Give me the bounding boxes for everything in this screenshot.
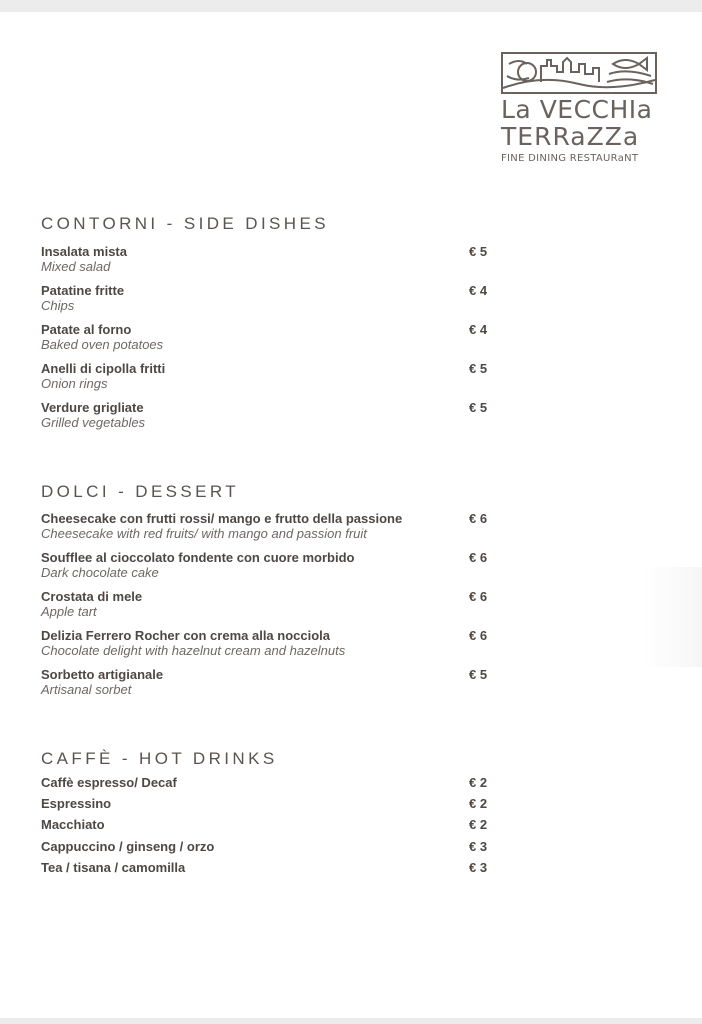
menu-item bbox=[41, 775, 501, 790]
menu-item bbox=[41, 839, 501, 854]
item-price: € 2 bbox=[469, 817, 488, 832]
restaurant-logo bbox=[501, 52, 661, 182]
menu-item bbox=[41, 860, 501, 875]
menu-section-caffe bbox=[41, 749, 501, 879]
item-description: Grilled vegetables bbox=[41, 415, 146, 430]
menu-item bbox=[41, 511, 501, 541]
menu-item bbox=[41, 361, 501, 391]
menu-item bbox=[41, 244, 501, 274]
item-name: Macchiato bbox=[41, 817, 105, 832]
item-price: € 3 bbox=[469, 839, 488, 854]
menu-item bbox=[41, 550, 501, 580]
item-price: € 5 bbox=[469, 244, 488, 259]
item-description: Chips bbox=[41, 298, 75, 313]
item-name: Tea / tisana / camomilla bbox=[41, 860, 186, 875]
item-name: Patatine fritte bbox=[41, 283, 125, 298]
item-description: Mixed salad bbox=[41, 259, 111, 274]
menu-page bbox=[0, 12, 702, 1018]
item-name: Insalata mista bbox=[41, 244, 127, 259]
item-price: € 6 bbox=[469, 628, 488, 643]
brand-tagline: FINE DINING RESTAURaNT bbox=[501, 153, 639, 164]
menu-item bbox=[41, 667, 501, 697]
page-edge-shadow bbox=[642, 567, 702, 667]
item-price: € 6 bbox=[469, 511, 488, 526]
item-name: Espressino bbox=[41, 796, 112, 811]
menu-item bbox=[41, 817, 501, 832]
item-description: Apple tart bbox=[41, 604, 97, 619]
item-price: € 5 bbox=[469, 361, 488, 376]
item-name: Sorbetto artigianale bbox=[41, 667, 164, 682]
brand-name-line1: La VECCHIa bbox=[501, 95, 653, 124]
item-name: Cheesecake con frutti rossi/ mango e frutto della passione bbox=[41, 511, 403, 526]
item-name: Patate al forno bbox=[41, 322, 132, 337]
item-price: € 6 bbox=[469, 550, 488, 565]
item-price: € 4 bbox=[469, 322, 488, 337]
brand-name-line2: TERRaZZa bbox=[501, 122, 640, 151]
item-name: Verdure grigliate bbox=[41, 400, 144, 415]
landscape-emblem-icon bbox=[501, 52, 657, 94]
section-title: CAFFÈ - HOT DRINKS bbox=[41, 749, 278, 768]
item-name: Caffè espresso/ Decaf bbox=[41, 775, 177, 790]
menu-item bbox=[41, 283, 501, 313]
menu-item bbox=[41, 400, 501, 430]
item-name: Delizia Ferrero Rocher con crema alla nocciola bbox=[41, 628, 331, 643]
menu-item bbox=[41, 628, 501, 658]
item-name: Soufflee al cioccolato fondente con cuore morbido bbox=[41, 550, 355, 565]
item-price: € 4 bbox=[469, 283, 488, 298]
section-title: CONTORNI - SIDE DISHES bbox=[41, 214, 329, 233]
item-price: € 5 bbox=[469, 400, 488, 415]
item-name: Crostata di mele bbox=[41, 589, 143, 604]
item-description: Artisanal sorbet bbox=[41, 682, 132, 697]
item-description: Dark chocolate cake bbox=[41, 565, 159, 580]
item-description: Baked oven potatoes bbox=[41, 337, 164, 352]
item-description: Onion rings bbox=[41, 376, 108, 391]
menu-section-contorni bbox=[41, 214, 501, 444]
item-price: € 3 bbox=[469, 860, 488, 875]
menu-item bbox=[41, 796, 501, 811]
item-price: € 6 bbox=[469, 589, 488, 604]
item-price: € 2 bbox=[469, 775, 488, 790]
menu-item bbox=[41, 589, 501, 619]
menu-item bbox=[41, 322, 501, 352]
section-title: DOLCI - DESSERT bbox=[41, 482, 240, 501]
item-price: € 2 bbox=[469, 796, 488, 811]
item-name: Cappuccino / ginseng / orzo bbox=[41, 839, 215, 854]
item-price: € 5 bbox=[469, 667, 488, 682]
item-name: Anelli di cipolla fritti bbox=[41, 361, 166, 376]
menu-section-dolci bbox=[41, 482, 501, 712]
item-description: Chocolate delight with hazelnut cream and hazelnuts bbox=[41, 643, 346, 658]
item-description: Cheesecake with red fruits/ with mango and passion fruit bbox=[41, 526, 367, 541]
